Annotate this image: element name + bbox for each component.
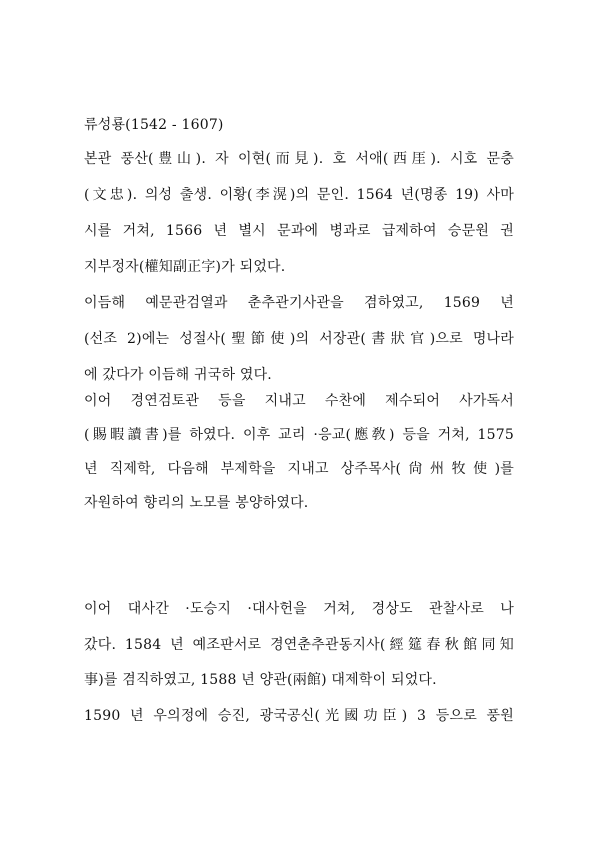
document-title: 류성룡(1542 - 1607) [84, 117, 224, 133]
paragraph-line: 이어 경연검토관 등을 지내고 수찬에 제수되어 사가독서 [84, 393, 514, 409]
paragraph-line: 자원하여 향리의 노모를 봉양하였다. [84, 495, 309, 511]
paragraph-line: (文忠). 의성 출생. 이황(李滉)의 문인. 1564 년(명종 19) 사마 [84, 187, 514, 203]
paragraph-line: 년 직제학, 다음해 부제학을 지내고 상주목사(尙州牧使)를 [84, 461, 514, 477]
paragraph-line: 事)를 겸직하였고, 1588 년 양관(兩館) 대제학이 되었다. [84, 672, 437, 688]
paragraph-line: 본관 풍산(豊山). 자 이현(而見). 호 서애(西厓). 시호 문충 [84, 151, 514, 167]
paragraph-line: 1590 년 우의정에 승진, 광국공신(光國功臣) 3 등으로 풍원 [84, 708, 514, 724]
paragraph-line: 이듬해 예문관검열과 춘추관기사관을 겸하였고, 1569 년 [84, 295, 514, 311]
paragraph-line: 에 갔다가 이듬해 귀국하 였다. [84, 367, 272, 383]
paragraph-line: 갔다. 1584 년 예조판서로 경연춘추관동지사(經筵春秋館同知 [84, 637, 514, 653]
paragraph-line: 시를 거쳐, 1566 년 별시 문과에 병과로 급제하여 승문원 권 [84, 223, 514, 239]
paragraph-line: 이어 대사간 ·도승지 ·대사헌을 거쳐, 경상도 관찰사로 나 [84, 601, 514, 617]
paragraph-line: (선조 2)에는 성절사(聖節使)의 서장관(書狀官)으로 명나라 [84, 331, 514, 347]
paragraph-line: 지부정자(權知副正字)가 되었다. [84, 259, 286, 275]
paragraph-line: (賜暇讀書)를 하였다. 이후 교리 ·응교(應敎) 등을 거쳐, 1575 [84, 427, 514, 443]
